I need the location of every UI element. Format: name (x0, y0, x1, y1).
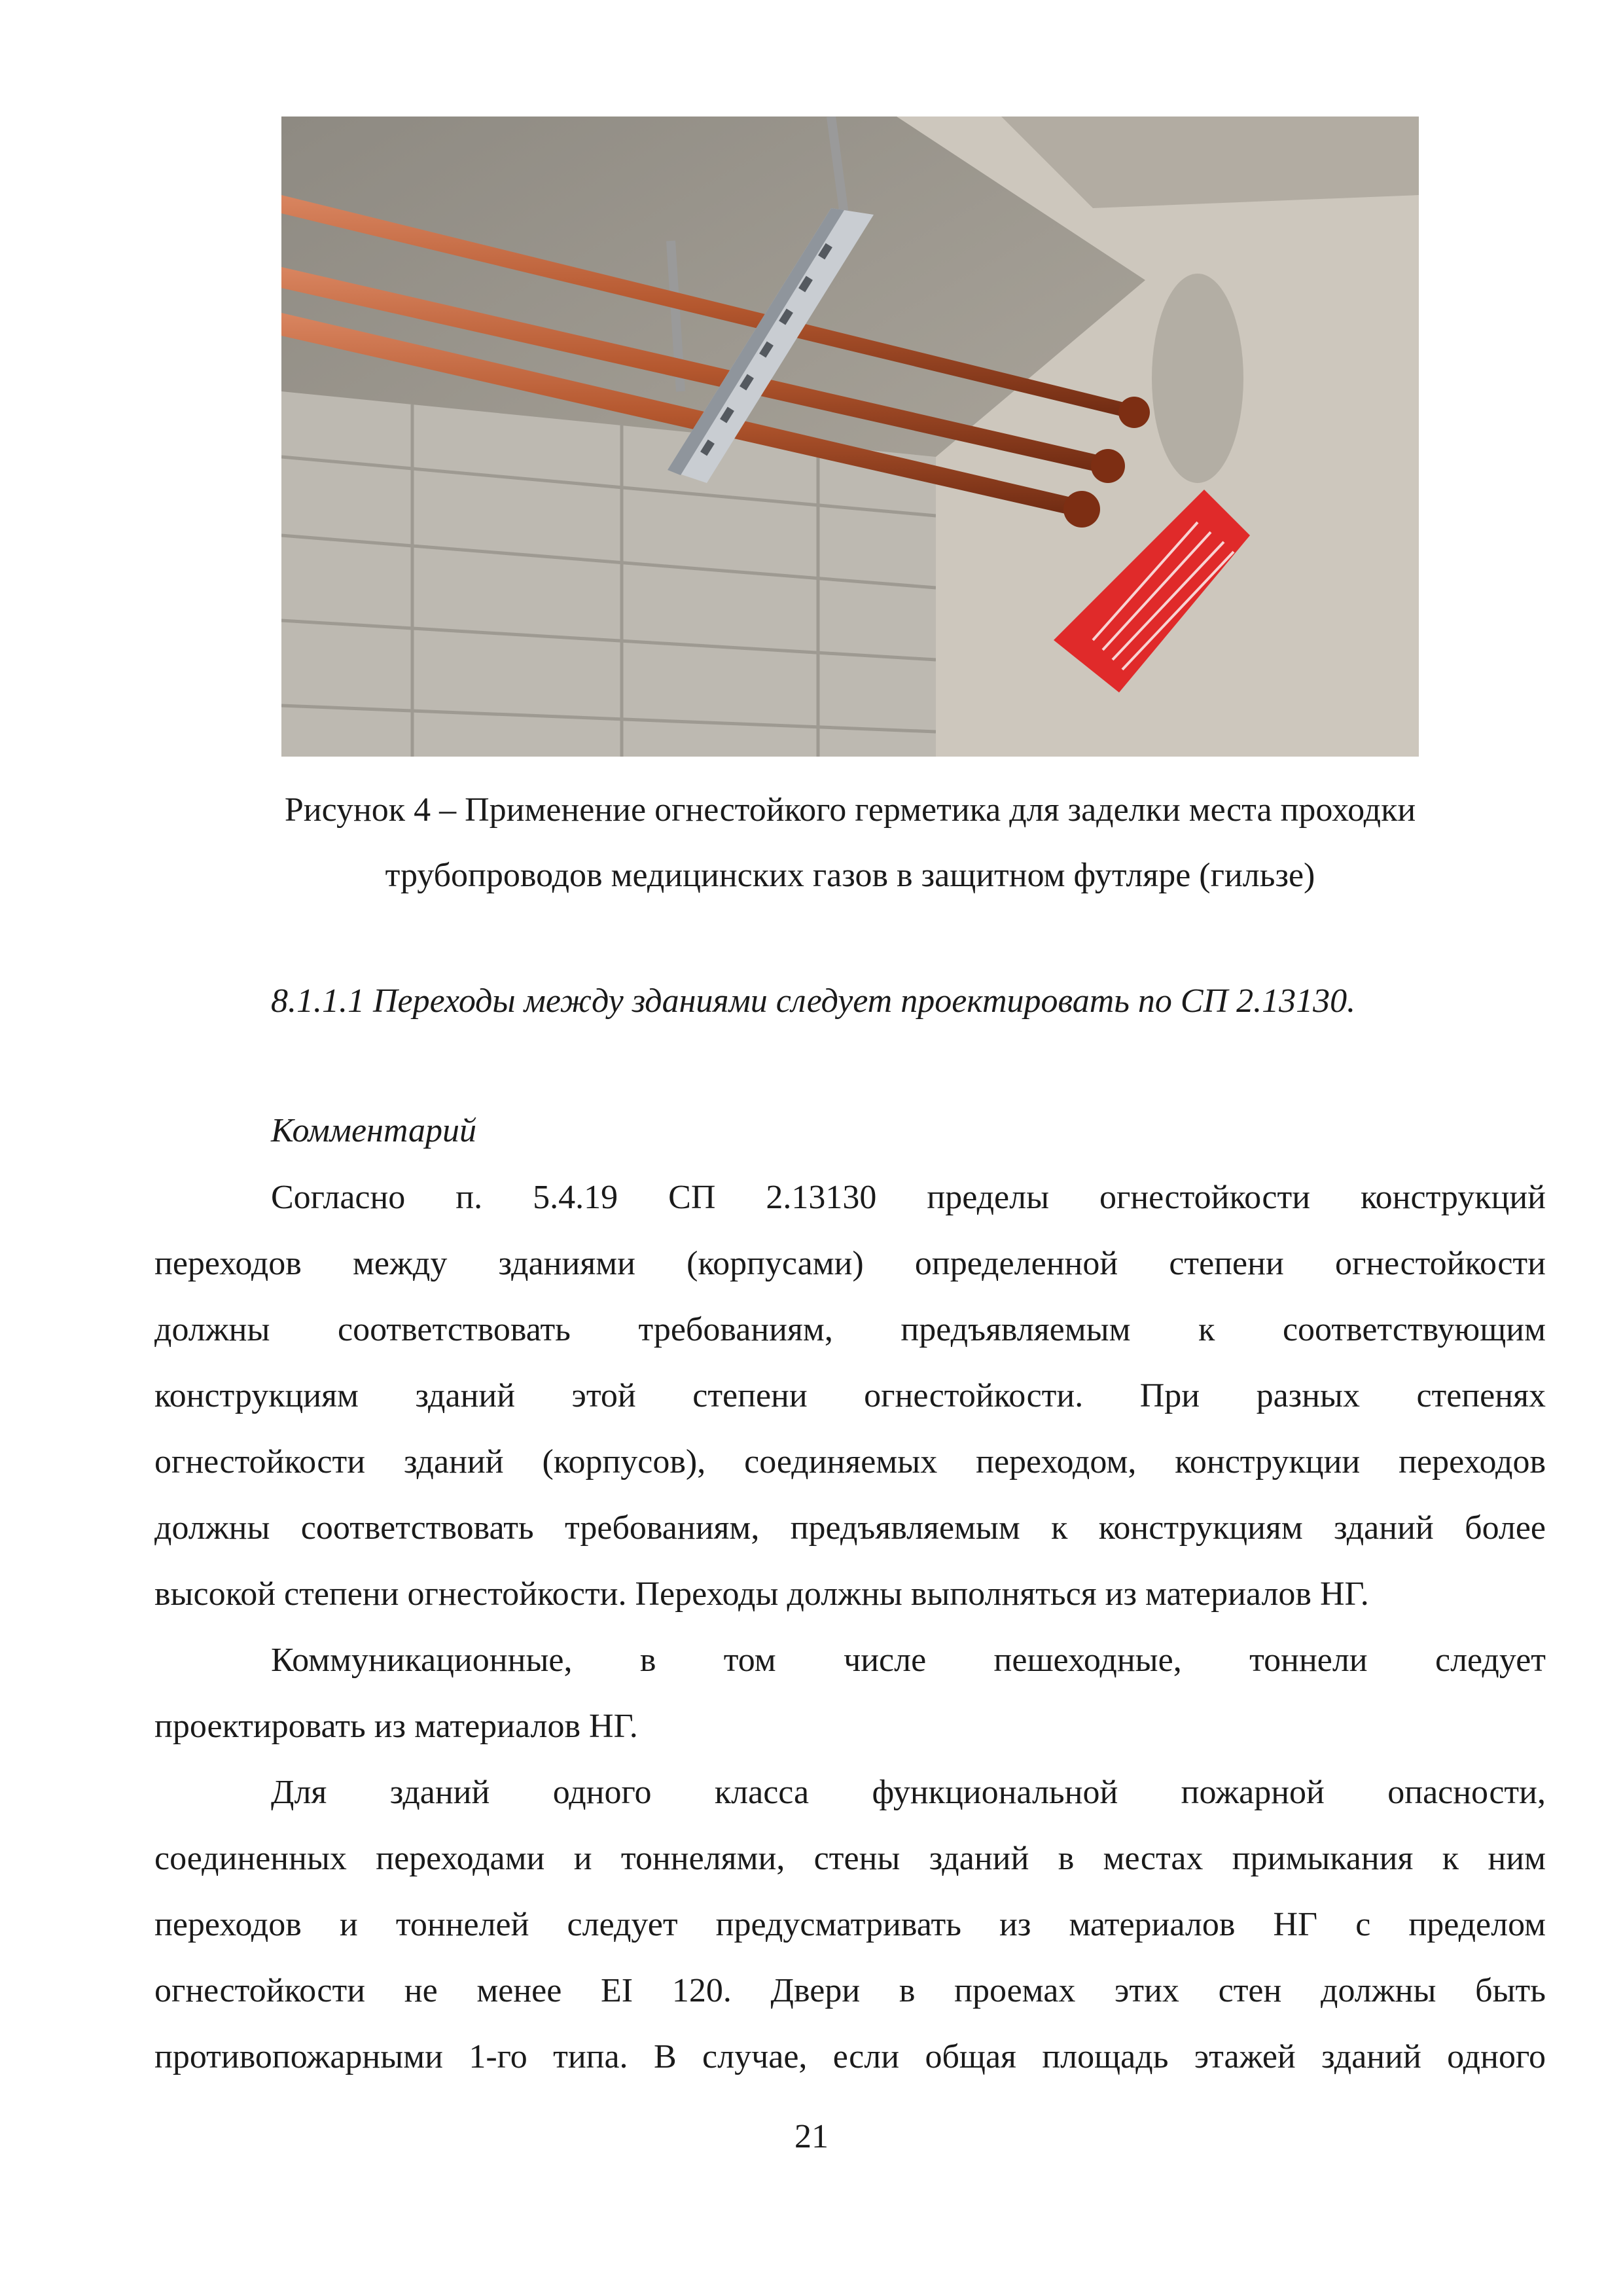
paragraph-line: противопожарными 1-го типа. В случае, если общая площадь этажей зданий одного (154, 2038, 1546, 2075)
paragraph-line: должны соответствовать требованиям, предъявляемым к соответствующим (154, 1311, 1546, 1348)
caption-line: трубопроводов медицинских газов в защитном футляре (гильзе) (385, 857, 1315, 894)
paragraph-line: огнестойкости зданий (корпусов), соединяемых переходом, конструкции переходов (154, 1443, 1546, 1480)
paragraph-line: огнестойкости не менее EI 120. Двери в проемах этих стен должны быть (154, 1972, 1546, 2009)
paragraph-line: Для зданий одного класса функциональной пожарной опасности, (271, 1774, 1546, 1811)
paragraph-2 (154, 1627, 1546, 1759)
section-heading: 8.1.1.1 Переходы между зданиями следует проектировать по СП 2.13130. (271, 982, 1356, 1020)
comment-label: Комментарий (271, 1112, 477, 1149)
paragraph-line: должны соответствовать требованиям, предъявляемым к конструкциям зданий более (154, 1509, 1546, 1547)
paragraph-line: высокой степени огнестойкости. Переходы должны выполняться из материалов НГ. (154, 1575, 1369, 1613)
paragraph-line: Коммуникационные, в том числе пешеходные, тоннели следует (271, 1641, 1546, 1679)
page-number: 21 (794, 2118, 829, 2155)
paragraph-line: переходов и тоннелей следует предусматривать из материалов НГ с пределом (154, 1906, 1546, 1943)
paragraph-line: конструкциям зданий этой степени огнестойкости. При разных степенях (154, 1377, 1546, 1414)
paragraph-line: соединенных переходами и тоннелями, стены зданий в местах примыкания к ним (154, 1840, 1546, 1877)
caption-line: Рисунок 4 – Применение огнестойкого герметика для заделки места проходки (284, 791, 1416, 829)
paragraph-line: Согласно п. 5.4.19 СП 2.13130 пределы огнестойкости конструкций (271, 1179, 1546, 1216)
figure-caption (154, 778, 1546, 908)
paragraph-line: проектировать из материалов НГ. (154, 1708, 638, 1745)
figure-photo (281, 117, 1419, 757)
sealant-patch (1152, 274, 1243, 483)
pipeline-photo-illustration (281, 117, 1419, 757)
paragraph-1 (154, 1164, 1546, 1627)
paragraph-3 (154, 1759, 1546, 2090)
paragraph-line: переходов между зданиями (корпусами) определенной степени огнестойкости (154, 1245, 1546, 1282)
